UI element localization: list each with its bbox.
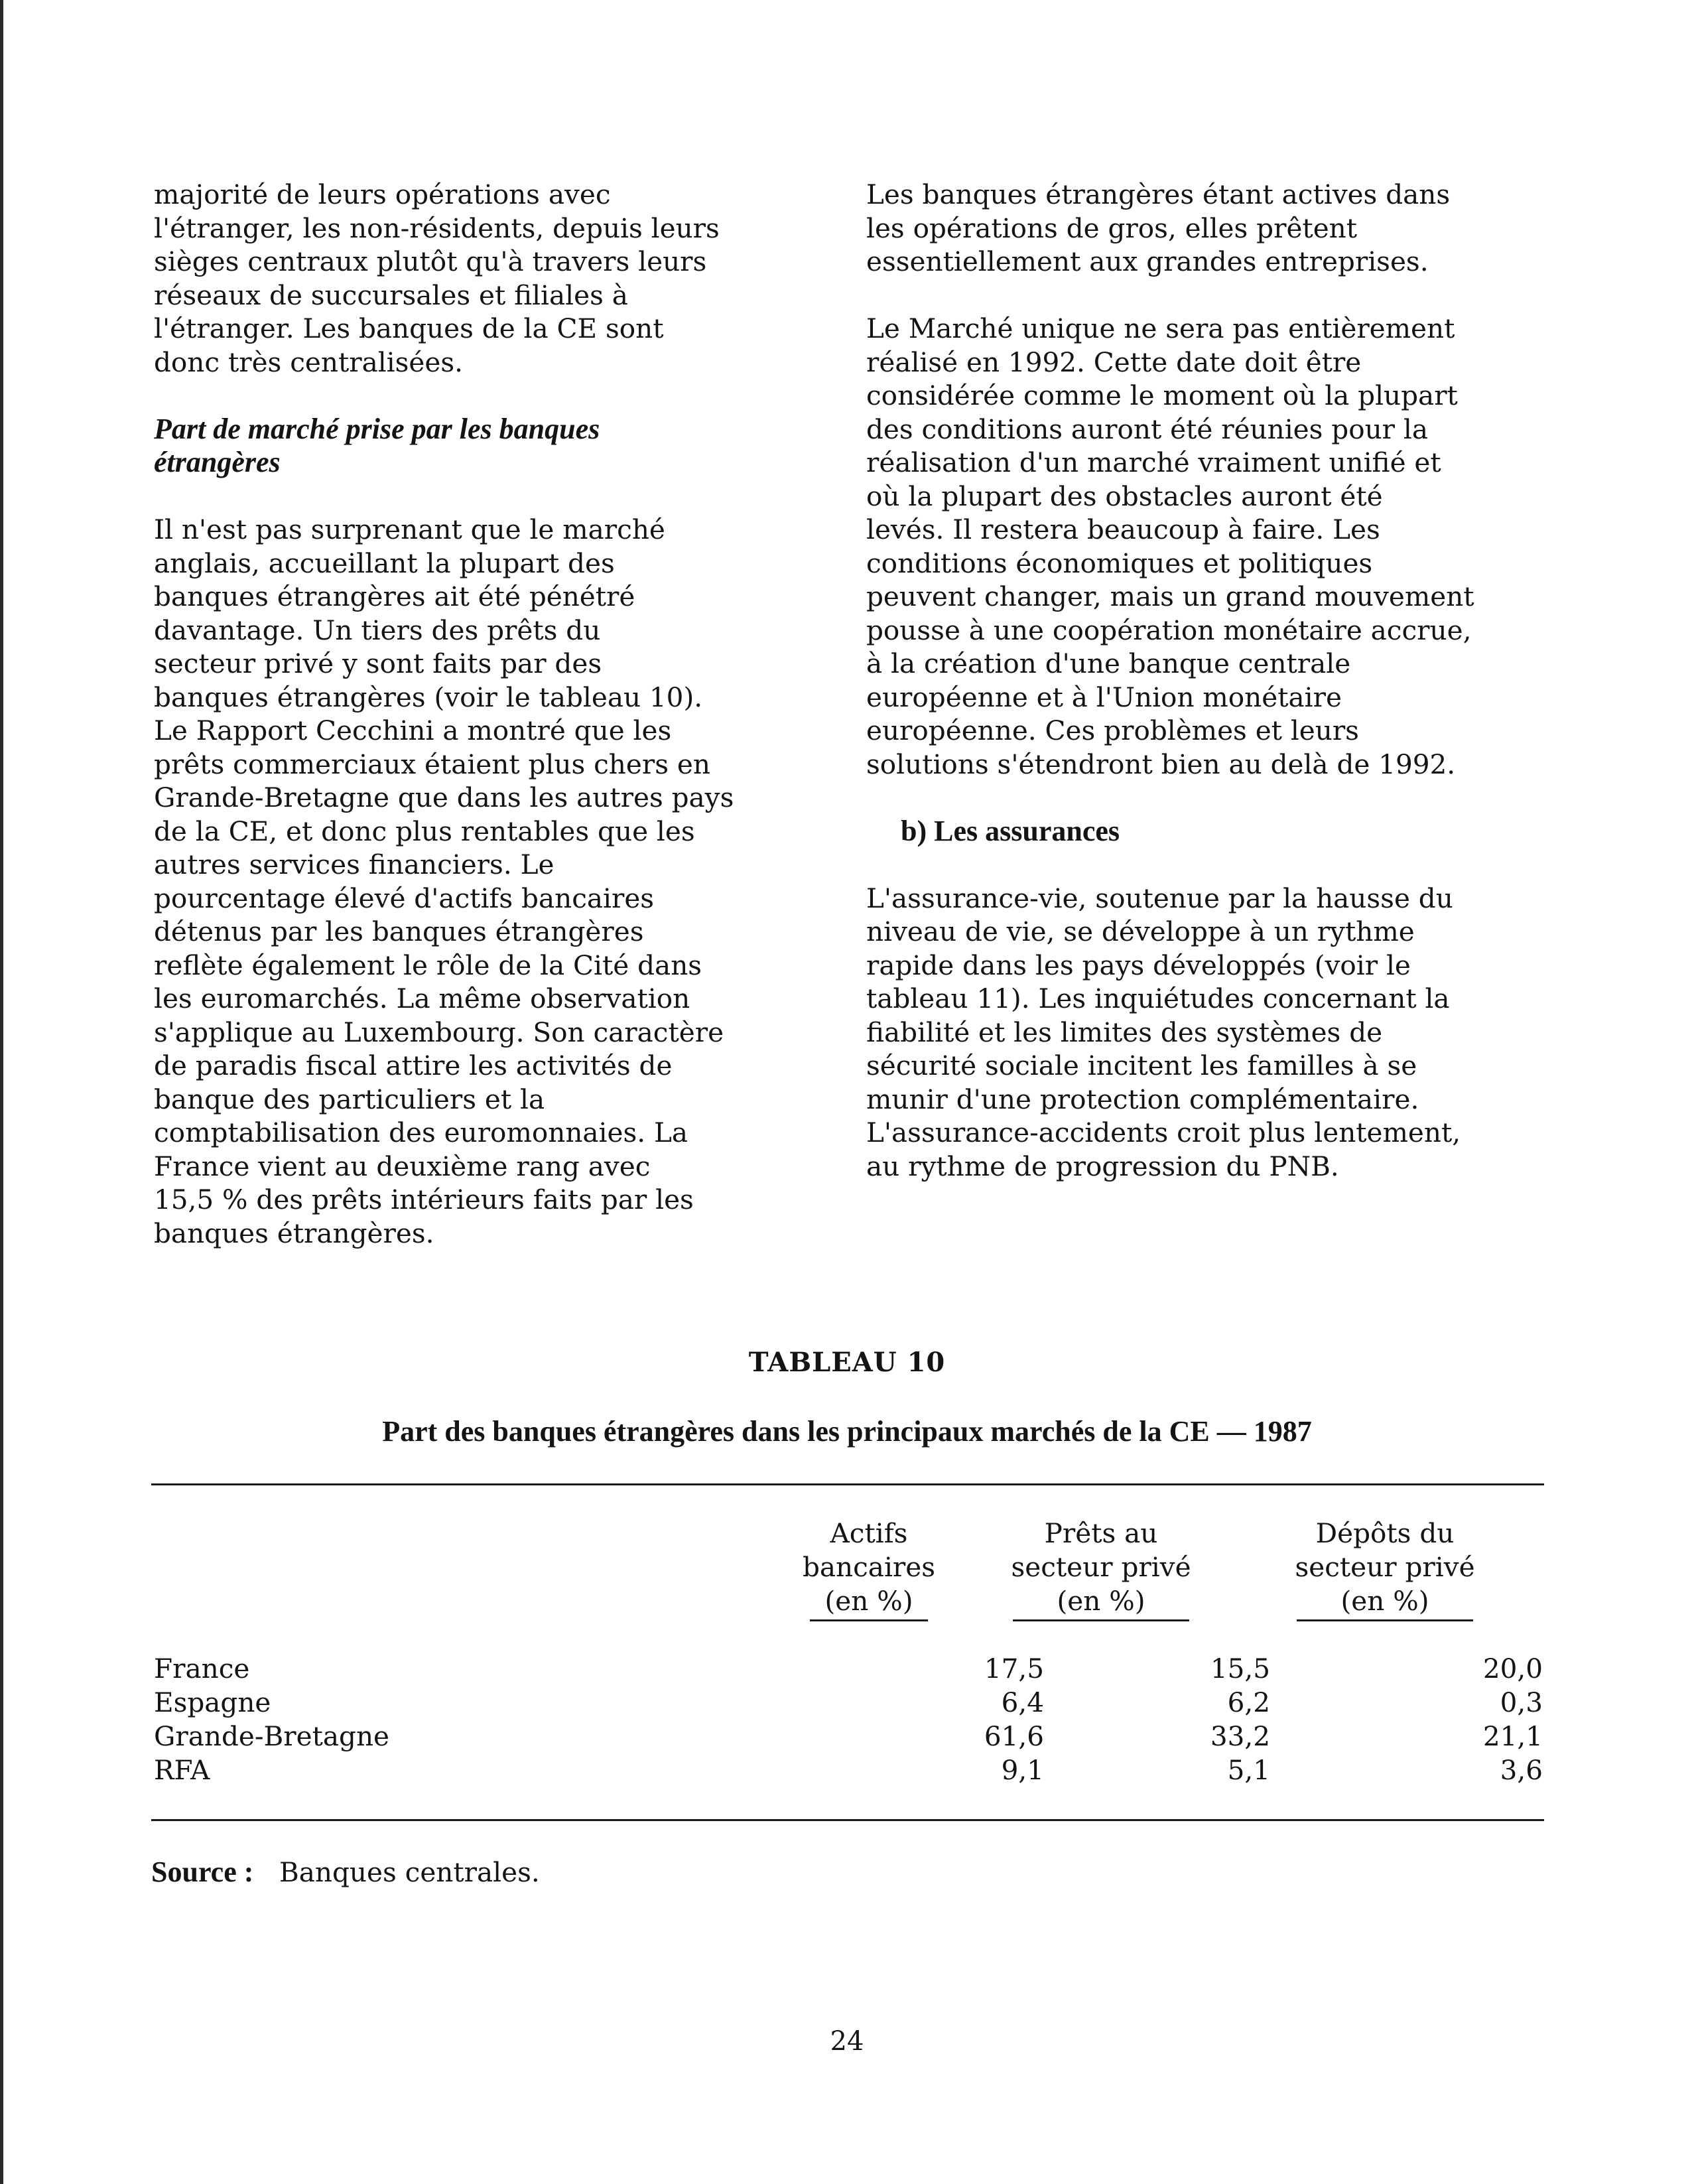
column-header-line: Prêts au — [1044, 1517, 1158, 1549]
column-header-line: bancaires — [802, 1551, 936, 1583]
cell-actifs: 9,1 — [1001, 1754, 1044, 1786]
text-line: conditions économiques et politiques — [866, 547, 1373, 579]
column-header-unit: (en %) — [810, 1584, 927, 1621]
cell-depots: 0,3 — [1500, 1686, 1543, 1718]
text-line: Les banques étrangères étant actives dans — [866, 178, 1451, 210]
text-line: L'assurance-vie, soutenue par la hausse du — [866, 882, 1453, 914]
text-line: comptabilisation des euromonnaies. La — [154, 1117, 688, 1148]
text-line: solutions s'étendront bien au delà de 1992. — [866, 748, 1456, 780]
table-bottom-rule — [151, 1819, 1544, 1821]
cell-depots: 20,0 — [1482, 1653, 1543, 1684]
right-paragraph-3 — [866, 882, 1556, 1184]
text-line: Il n'est pas surprenant que le marché — [154, 513, 665, 545]
text-line: essentiellement aux grandes entreprises. — [866, 245, 1429, 277]
text-line: des conditions auront été réunies pour la — [866, 413, 1429, 445]
cell-actifs: 6,4 — [1001, 1686, 1044, 1718]
text-line: munir d'une protection complémentaire. — [866, 1083, 1419, 1115]
text-line: réseaux de succursales et filiales à — [154, 279, 628, 311]
text-line: au rythme de progression du PNB. — [866, 1150, 1339, 1182]
text-line: peuvent changer, mais un grand mouvement — [866, 580, 1474, 612]
column-header-unit: (en %) — [1297, 1584, 1472, 1621]
page-number: 24 — [830, 2026, 864, 2057]
text-line: rapide dans les pays développés (voir le — [866, 949, 1411, 981]
source-text: Banques centrales. — [279, 1856, 540, 1888]
table-row — [154, 1753, 1547, 1787]
text-line: de paradis fiscal attire les activités de — [154, 1050, 673, 1081]
text-line: reflète également le rôle de la Cité dans — [154, 949, 702, 981]
heading-line: étrangères — [154, 446, 281, 478]
left-column — [154, 178, 811, 1250]
column-header-actifs — [783, 1517, 955, 1621]
table-row — [154, 1686, 1547, 1720]
text-line: anglais, accueillant la plupart des — [154, 547, 615, 579]
column-header-prets — [988, 1517, 1214, 1621]
text-line: banques étrangères ait été pénétré — [154, 580, 635, 612]
text-line: levés. Il restera beaucoup à faire. Les — [866, 513, 1380, 545]
text-line: Grande-Bretagne que dans les autres pays — [154, 782, 734, 813]
text-line: réalisation d'un marché vraiment unifié et — [866, 446, 1441, 478]
cell-prets: 15,5 — [1210, 1653, 1270, 1684]
cell-depots: 3,6 — [1500, 1754, 1543, 1786]
text-line: l'étranger, les non-résidents, depuis leurs — [154, 212, 720, 244]
row-country: France — [154, 1653, 250, 1684]
column-header-line: Actifs — [830, 1517, 908, 1549]
text-line: autres services financiers. Le — [154, 849, 554, 880]
source-label: Source : — [151, 1856, 254, 1888]
row-country: Espagne — [154, 1686, 271, 1718]
text-line: Le Rapport Cecchini a montré que les — [154, 715, 672, 746]
text-line: considérée comme le moment où la plupart — [866, 379, 1458, 411]
text-line: l'étranger. Les banques de la CE sont — [154, 312, 664, 344]
text-line: sécurité sociale incitent les familles à se — [866, 1050, 1417, 1081]
text-line: Le Marché unique ne sera pas entièrement — [866, 312, 1455, 344]
table-body — [154, 1652, 1547, 1787]
table-row — [154, 1652, 1547, 1686]
text-line: banques étrangères. — [154, 1217, 434, 1249]
table-title: TABLEAU 10 — [748, 1347, 946, 1378]
text-line: s'applique au Luxembourg. Son caractère — [154, 1016, 724, 1048]
row-country: Grande-Bretagne — [154, 1720, 390, 1752]
heading-line: b) Les assurances — [901, 814, 1120, 847]
text-line: où la plupart des obstacles auront été — [866, 480, 1383, 512]
text-line: niveau de vie, se développe à un rythme — [866, 916, 1415, 947]
row-country: RFA — [154, 1754, 210, 1786]
column-header-line: Dépôts du — [1315, 1517, 1455, 1549]
text-line: secteur privé y sont faits par des — [154, 648, 602, 679]
heading-line: Part de marché prise par les banques — [154, 412, 600, 445]
column-header-unit: (en %) — [1013, 1584, 1189, 1621]
cell-prets: 5,1 — [1227, 1754, 1270, 1786]
text-line: européenne et à l'Union monétaire — [866, 681, 1342, 713]
cell-actifs: 17,5 — [984, 1653, 1044, 1684]
cell-actifs: 61,6 — [984, 1720, 1044, 1752]
text-line: réalisé en 1992. Cette date doit être — [866, 346, 1362, 378]
left-paragraph-2 — [154, 513, 811, 1250]
text-line: France vient au deuxième rang avec — [154, 1150, 651, 1182]
text-line: à la création d'une banque centrale — [866, 648, 1351, 679]
table-source — [151, 1855, 540, 1889]
left-paragraph-1 — [154, 178, 811, 379]
cell-prets: 33,2 — [1210, 1720, 1270, 1752]
text-line: L'assurance-accidents croit plus lentement, — [866, 1117, 1461, 1148]
text-line: donc très centralisées. — [154, 346, 464, 378]
text-line: de la CE, et donc plus rentables que les — [154, 815, 695, 847]
text-line: européenne. Ces problèmes et leurs — [866, 715, 1359, 746]
section-heading-market-share — [154, 413, 811, 480]
text-line: pousse à une coopération monétaire accrue, — [866, 614, 1472, 646]
right-paragraph-1 — [866, 178, 1556, 279]
text-line: 15,5 % des prêts intérieurs faits par les — [154, 1184, 694, 1215]
column-header-line: secteur privé — [1011, 1551, 1191, 1583]
text-line: sièges centraux plutôt qu'à travers leurs — [154, 245, 707, 277]
text-line: davantage. Un tiers des prêts du — [154, 614, 601, 646]
text-line: majorité de leurs opérations avec — [154, 178, 611, 210]
right-paragraph-2 — [866, 312, 1556, 781]
table-top-rule — [151, 1483, 1544, 1485]
text-line: détenus par les banques étrangères — [154, 916, 644, 947]
column-header-line: secteur privé — [1295, 1551, 1475, 1583]
cell-depots: 21,1 — [1482, 1720, 1543, 1752]
text-line: les opérations de gros, elles prêtent — [866, 212, 1358, 244]
text-line: prêts commerciaux étaient plus chers en — [154, 748, 710, 780]
text-line: tableau 11). Les inquiétudes concernant la — [866, 983, 1450, 1014]
column-header-depots — [1272, 1517, 1498, 1621]
text-line: les euromarchés. La même observation — [154, 983, 690, 1014]
right-column — [866, 178, 1556, 1183]
section-heading-insurance — [866, 815, 1556, 849]
text-line: pourcentage élevé d'actifs bancaires — [154, 882, 655, 914]
text-line: banques étrangères (voir le tableau 10). — [154, 681, 703, 713]
text-line: banque des particuliers et la — [154, 1083, 545, 1115]
table-row — [154, 1720, 1547, 1753]
table-subtitle: Part des banques étrangères dans les principaux marchés de la CE — 1987 — [382, 1415, 1312, 1448]
text-line: fiabilité et les limites des systèmes de — [866, 1016, 1383, 1048]
scan-edge-line — [0, 0, 3, 2184]
cell-prets: 6,2 — [1227, 1686, 1270, 1718]
